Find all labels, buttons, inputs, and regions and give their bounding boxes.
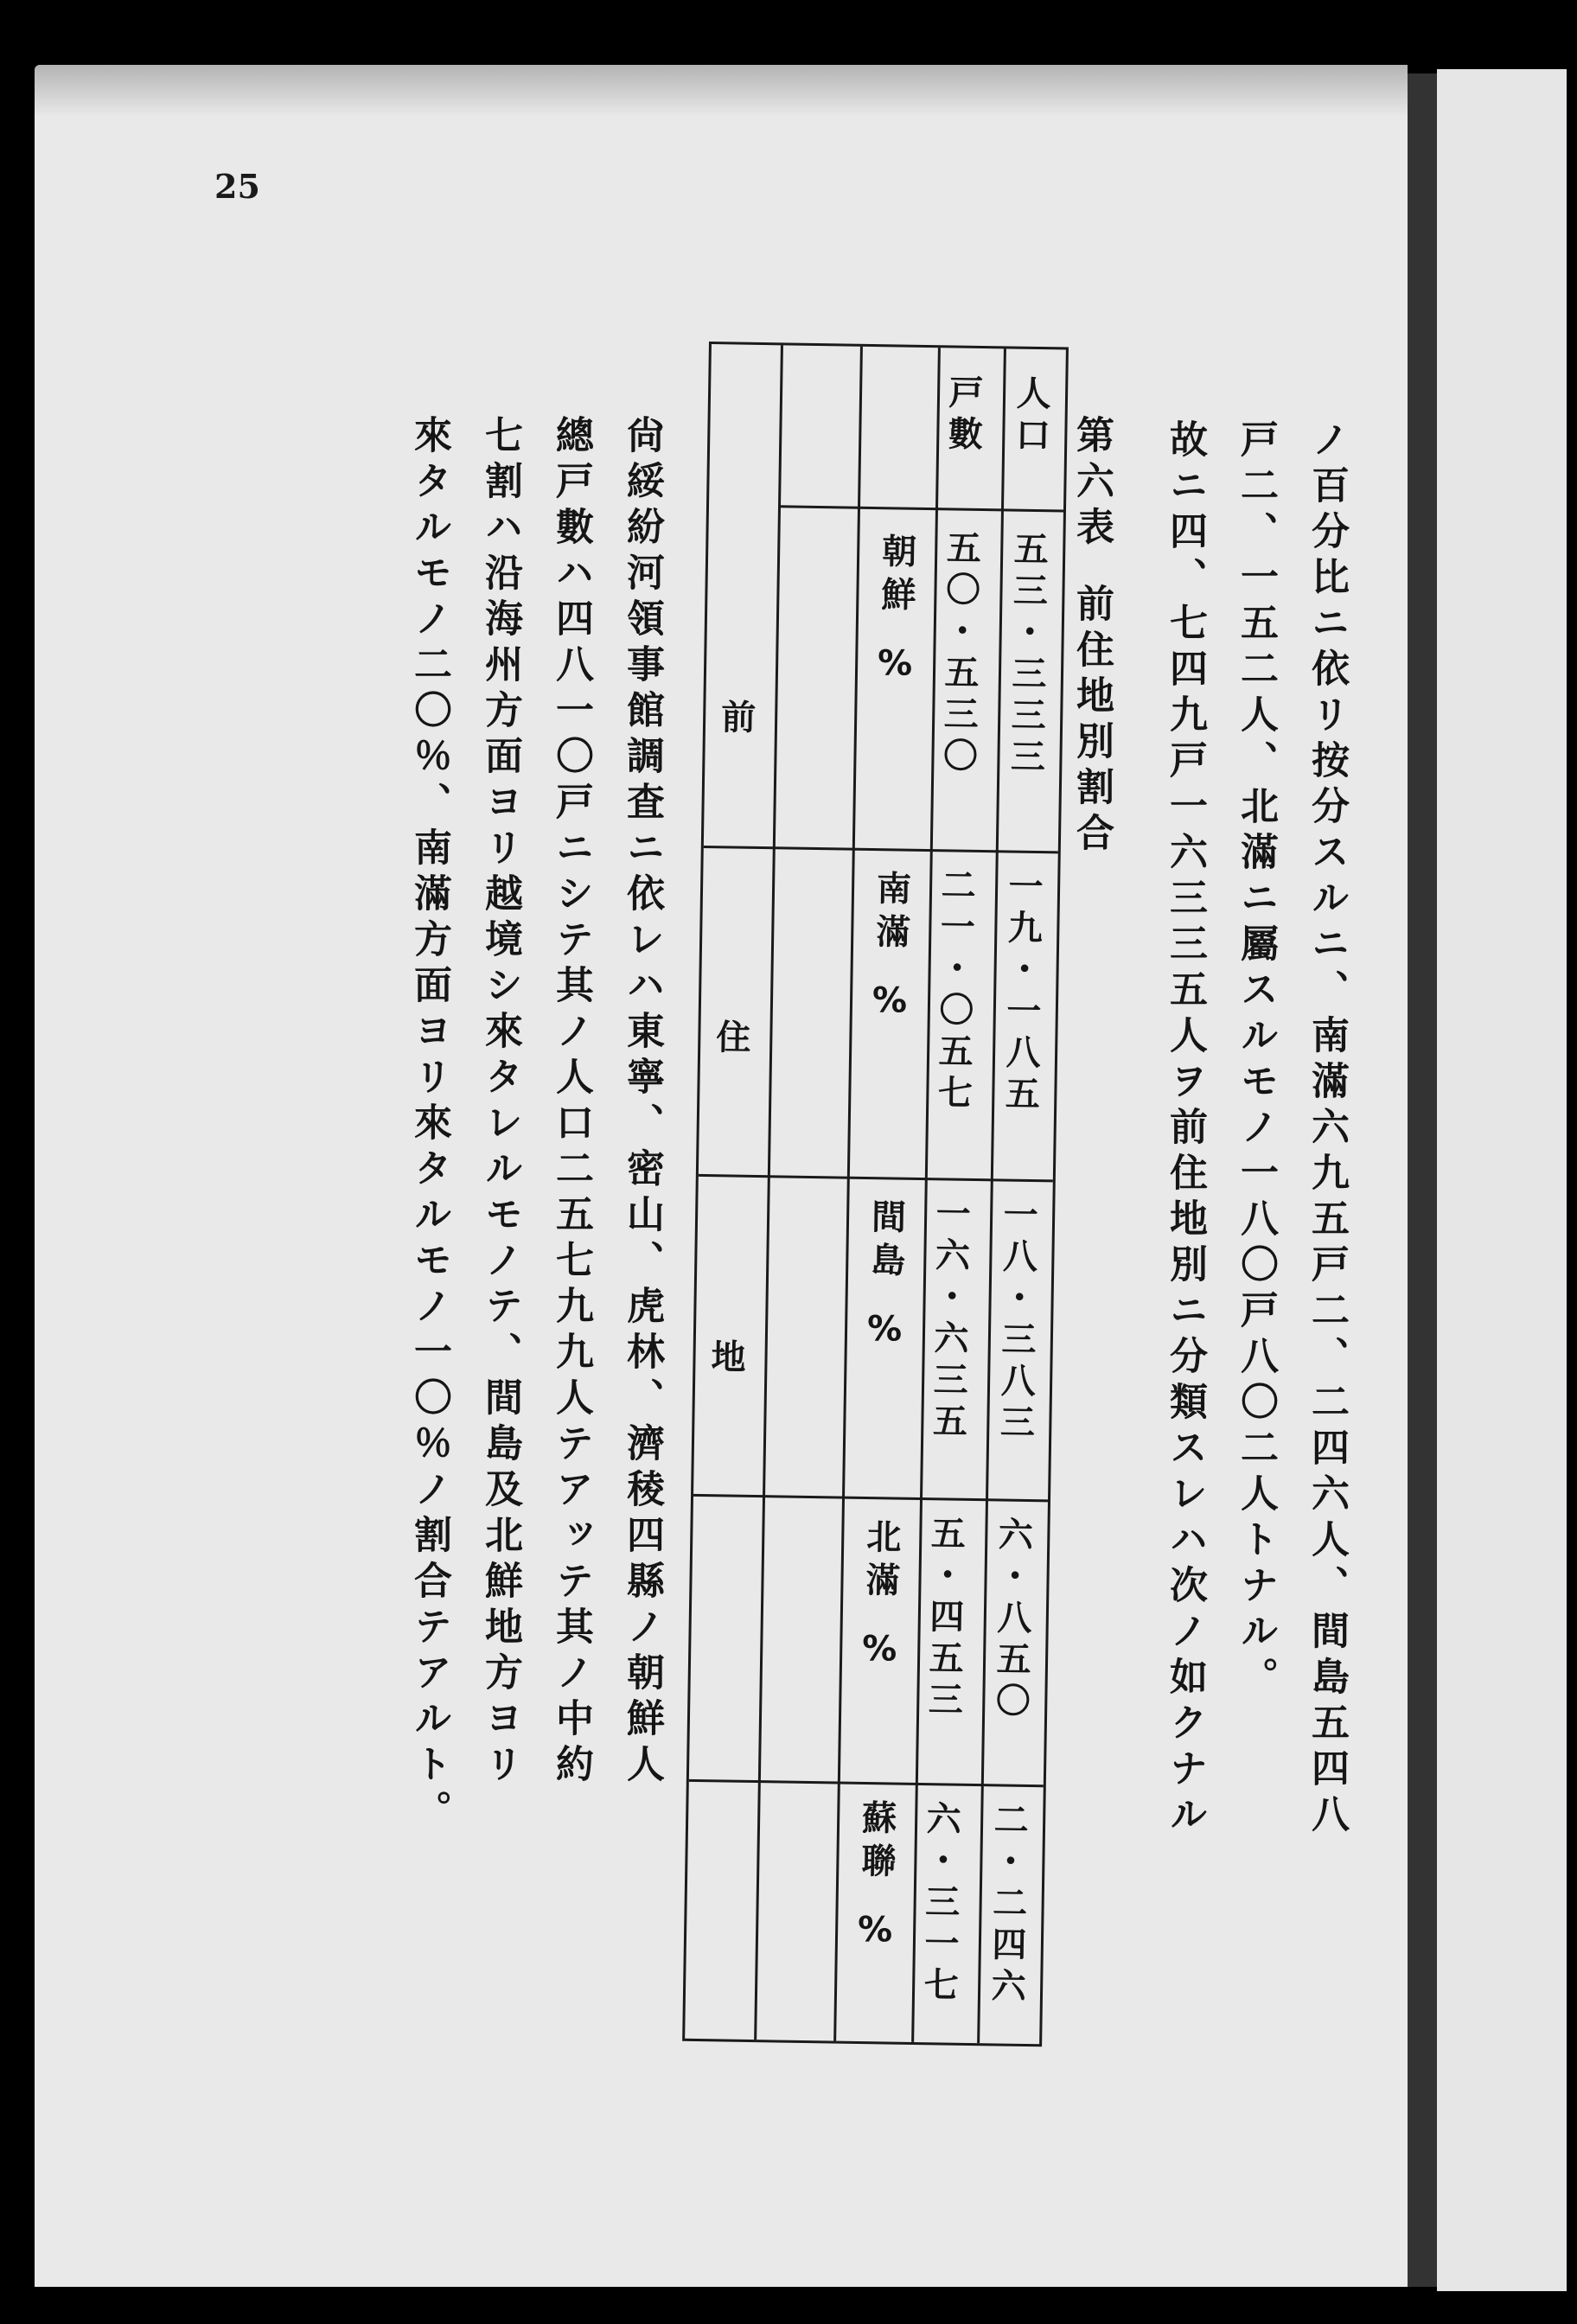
population-south-manchuria: 一九・一八五 bbox=[999, 867, 1044, 1118]
group-header-char-1: 前 bbox=[720, 698, 757, 738]
adjacent-page-edge bbox=[1437, 69, 1567, 2291]
group-header-char-3: 地 bbox=[711, 1338, 746, 1378]
body-text-column-3: 故ニ四、七四九戸一六三三五人ヲ前住地別ニ分類スレハ次ノ如クナル bbox=[1163, 419, 1207, 1840]
column-header-jiandao: 間島 % bbox=[865, 1197, 906, 1350]
body-text-column-4: 尙綏紛河領事館調査ニ依レハ東寧、密山、虎林、濟稜四縣ノ朝鮮人 bbox=[620, 415, 664, 1790]
population-jiandao: 一八・三八三 bbox=[993, 1196, 1038, 1446]
column-header-south-manchuria: 南滿 % bbox=[870, 870, 911, 1021]
population-soviet: 二・二四六 bbox=[985, 1801, 1029, 2009]
population-north-manchuria: 六・八五〇 bbox=[989, 1516, 1033, 1725]
column-header-korea: 朝鮮 % bbox=[875, 533, 917, 684]
row-header-households: 戸數 bbox=[942, 374, 984, 457]
book-spine-shadow bbox=[1408, 73, 1437, 2287]
body-text-column-7: 來タルモノ二〇％、南滿方面ヨリ來タルモノ一〇％ノ割合テアルト。 bbox=[407, 415, 451, 1836]
page-number: 25 bbox=[214, 167, 260, 206]
table-title: 前住地別割合 bbox=[1069, 584, 1114, 859]
body-text-column-2: 戸二、一五二人、北滿ニ屬スルモノ一八〇戸八〇二人トナル。 bbox=[1234, 419, 1278, 1702]
group-header bbox=[685, 344, 781, 2040]
group-header-char-2: 住 bbox=[715, 1018, 751, 1058]
households-soviet: 六・三一七 bbox=[917, 1800, 961, 2008]
row-header-population: 人口 bbox=[1009, 374, 1051, 459]
households-south-manchuria: 二一・〇五七 bbox=[931, 866, 976, 1116]
households-jiandao: 一六・六三五 bbox=[927, 1195, 971, 1445]
column-header-soviet: 蘇聯 % bbox=[855, 1798, 897, 1950]
body-text-column-1: ノ百分比ニ依リ按分スルニ、南滿六九五戸二、二四六人、間島五四八 bbox=[1305, 419, 1349, 1840]
book-page bbox=[35, 65, 1408, 2287]
residence-table bbox=[682, 342, 1069, 2046]
body-text-column-5: 總戸數ハ四八一〇戸ニシテ其ノ人口二五七九九人テアッテ其ノ中約 bbox=[549, 415, 593, 1790]
population-korea: 五三・三三三 bbox=[1005, 530, 1049, 781]
households-north-manchuria: 五・四五三 bbox=[922, 1515, 966, 1723]
body-text-column-6: 七割ハ沿海州方面ヨリ越境シ來タレルモノテ、間島及北鮮地方ヨリ bbox=[478, 415, 522, 1790]
table-number: 第六表 bbox=[1069, 415, 1114, 552]
column-header-north-manchuria: 北滿 % bbox=[859, 1517, 902, 1670]
households-korea: 五〇・五三〇 bbox=[937, 529, 981, 779]
